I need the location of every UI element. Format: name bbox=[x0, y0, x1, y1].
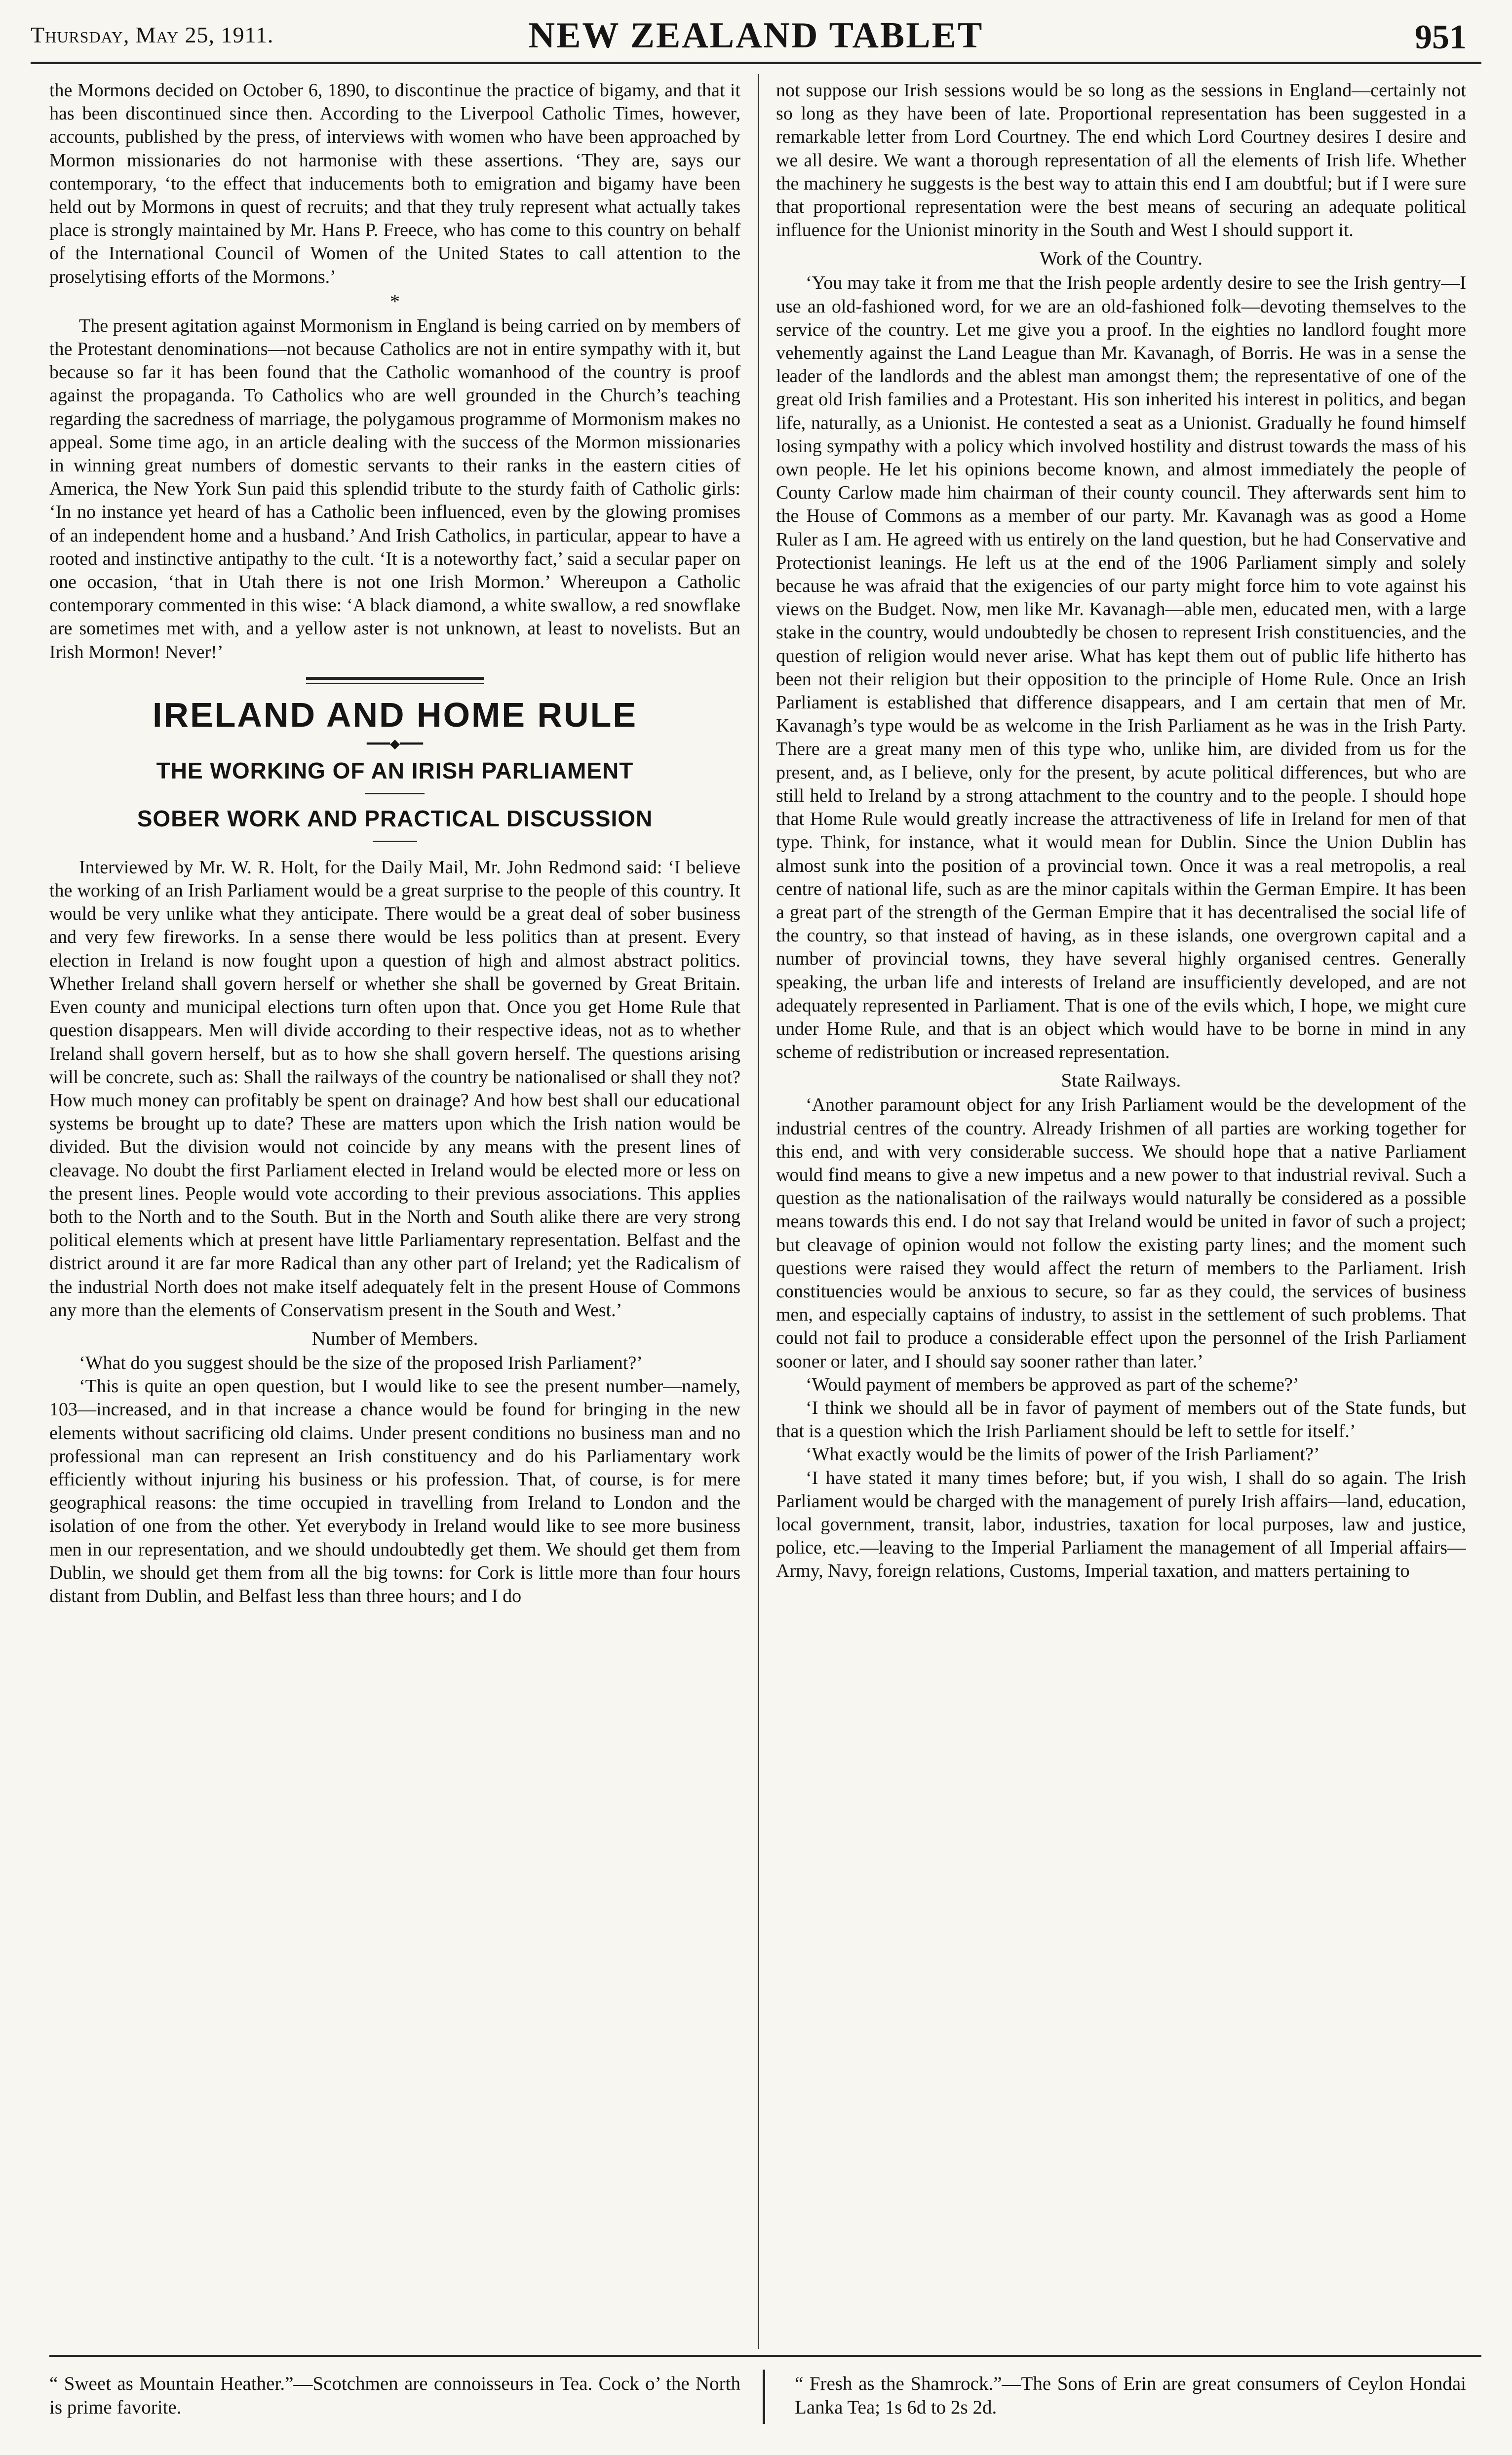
article-subheading-2: SOBER WORK AND PRACTICAL DISCUSSION bbox=[137, 805, 653, 831]
page-number: 951 bbox=[1415, 18, 1467, 56]
footer-advert-left: “ Sweet as Mountain Heather.”—Scotchmen are connoisseurs in Tea. Cock o’ the North is prime favorite. bbox=[49, 2373, 740, 2418]
column-divider bbox=[758, 74, 759, 2349]
article-divider bbox=[306, 677, 484, 684]
left-column bbox=[49, 79, 740, 2349]
mormon-paragraph-1: the Mormons decided on October 6, 1890, to discontinue the practice of bigamy, and that it has been discontinued since then. According to the Liverpool Catholic Times, however, accounts, published by the press, of interviews with women who have been approached by Mormon missionaries do not harmonise with these assertions. ‘They are, says our contemporary, ‘to the effect that inducements both to emigration and bigamy have been held out by Mormons in quest of recruits; and that they truly represent what actually takes place is strongly maintained by Mr. Hans P. Freece, who has come to this country on behalf of the International Council of Women of the United States to call attention to the proselytising efforts of the Mormons.’ bbox=[49, 80, 740, 287]
footer-divider bbox=[763, 2370, 765, 2424]
section-state-railways: State Railways. bbox=[1061, 1070, 1181, 1091]
question-parliament-size: ‘What do you suggest should be the size of the proposed Irish Parliament?’ bbox=[79, 1352, 643, 1373]
issue-date: Thursday, May 25, 1911. bbox=[31, 22, 274, 47]
question-payment: ‘Would payment of members be approved as part of the scheme?’ bbox=[806, 1374, 1299, 1395]
subhead-rule-small bbox=[373, 841, 417, 842]
answer-payment: ‘I think we should all be in favor of payment of members out of the State funds, but that is a question which the Irish Parliament should be left to settle for itself.’ bbox=[776, 1397, 1466, 1442]
redmond-interview-paragraph: Interviewed by Mr. W. R. Holt, for the Daily Mail, Mr. John Redmond said: ‘I believe the working of an Irish Parliament would be a great surprise to the people of this country. It would be very unlike what they anticipate. There would be a great deal of sober business and very few fireworks. In a sense there would be less politics than at present. Every election in Ireland is now fought upon a question of high and almost abstract politics. Whether Ireland shall govern herself or whether she shall be governed by Great Britain. Even county and municipal elections turn often upon that. Once you get Home Rule that question disappears. Men will divide according to their respective ideas, not as to whether Ireland shall govern herself, but as to how she shall govern herself. The questions arising will be concrete, such as: Shall the railways of the country be nationalised or shall they not? How much money can profitably be spent on drainage? And how best shall our educational systems be brought up to date? These are matters upon which the Irish nation would be divided. But the division would not coincide by any means with the present lines of cleavage. No doubt the first Parliament elected in Ireland would be elected more or less on the present lines. People would vote according to their previous associations. This applies both to the North and to the South. But in the North and South alike there are very strong political elements which at present have little Parliamentary representation. Belfast and the district around it are far more Radical than any other part of Ireland; yet the Radicalism of the industrial North does not make itself adequately felt in the present House of Commons any more than the elements of Conservatism present in the South and West.’ bbox=[49, 857, 740, 1321]
mormon-paragraph-2: The present agitation against Mormonism in England is being carried on by members of the Protestant denominations—not because Catholics are not in entire sympathy with it, but because so far it has been found that the Catholic womanhood of the country is proof against the propaganda. To Catholics who are well grounded in the Church’s teaching regarding the sacredness of marriage, the polygamous programme of Mormonism makes no appeal. Some time ago, in an article dealing with the success of the Mormon missionaries in winning great numbers of domestic servants to their ranks in the eastern cities of America, the New York Sun paid this splendid tribute to the sturdy faith of Catholic girls: ‘In no instance yet heard of has a Catholic been influenced, even by the glowing promises of an independent home and a husband.’ And Irish Catholics, in particular, appear to have a rooted and instinctive antipathy to the cult. ‘It is a noteworthy fact,’ said a secular paper on one occasion, ‘that in Utah there is not one Irish Mormon.’ Whereupon a Catholic contemporary commented in this wise: ‘A black diamond, a white swallow, a red snowflake are sometimes met with, and a yellow aster is not unknown, at least to novelists. But an Irish Mormon! Never!’ bbox=[49, 315, 740, 662]
answer-parliament-size: ‘This is quite an open question, but I would like to see the present number—namely, 103—increased, and in that increase a chance would be found for bringing in the new elements without sacrificing old claims. Under present conditions no business man and no professional man can represent an Irish constituency and do his Parliamentary work efficiently without injuring his business or his profession. That, of course, is for mere geographical reasons: the time occupied in travelling from Ireland to London and the isolation of one from the other. Yet everybody in Ireland would like to see more business men in our representation, and we should undoubtedly get them. We should get them from Dublin, we should get them from all the big towns: for Cork is little more than four hours distant from Dublin, and Belfast less than three hours; and I do bbox=[49, 1376, 740, 1606]
railways-paragraph: ‘Another paramount object for any Irish Parliament would be the development of the industrial centres of the country. Already Irishmen of all parties are working together for this end, and with very considerable success. We should hope that a native Parliament would find means to give a new impetus and a new power to that industrial revival. Such a question as the nationalisation of the railways would naturally be considered as a possible means towards this end. I do not say that Ireland would be united in favor of such a project; but cleavage of opinion would not follow the existing party lines; and the moment such questions were raised they would affect the return of members to the Parliament. Irish constituencies would be anxious to secure, so far as they could, the services of business men, and especially captains of industry, to assist in the settlement of such problems. That could not fail to produce a considerable effect upon the personnel of the Irish Parliament sooner or later, and I should say sooner rather than later.’ bbox=[776, 1094, 1466, 1372]
answer-limits: ‘I have stated it many times before; but, if you wish, I shall do so again. The Irish Parliament would be charged with the management of purely Irish affairs—land, education, local government, transit, labor, industries, taxation for local purposes, law and justice, police, etc.—leaving to the Imperial Parliament the management of all Imperial affairs—Army, Navy, foreign relations, Customs, Imperial taxation, and matters pertaining to bbox=[776, 1467, 1466, 1582]
newspaper-title: NEW ZEALAND TABLET bbox=[528, 15, 984, 56]
right-column bbox=[776, 79, 1466, 2349]
headline-ornament: ━━━◆━━━ bbox=[367, 736, 423, 751]
footer-rule bbox=[49, 2355, 1481, 2357]
question-limits: ‘What exactly would be the limits of power of the Irish Parliament?’ bbox=[806, 1444, 1320, 1465]
masthead-rule bbox=[31, 62, 1481, 64]
article-headline: IRELAND AND HOME RULE bbox=[152, 695, 638, 734]
article-subheading-1: THE WORKING OF AN IRISH PARLIAMENT bbox=[156, 757, 634, 783]
masthead bbox=[31, 15, 1481, 59]
continuation-paragraph: not suppose our Irish sessions would be so long as the sessions in England—certainly not so long as they have been of late. Proportional representation has been suggested in a remarkable letter from Lord Courtney. The end which Lord Courtney desires I desire and we all desire. We want a thorough representation of all the elements of Irish life. Whether the machinery he suggests is the best way to attain this end I am doubtful; but if I were sure that proportional representation were the best means of securing an adequate political influence for the Unionist minority in the South and West I should support it. bbox=[776, 80, 1466, 241]
section-star: * bbox=[390, 290, 400, 312]
section-number-of-members: Number of Members. bbox=[311, 1327, 478, 1349]
kavanagh-paragraph: ‘You may take it from me that the Irish people ardently desire to see the Irish gentry—I use an old-fashioned word, for we are an old-fashioned folk—devoting themselves to the service of the country. Let me give you a proof. In the eighties no landlord fought more vehemently against the Land League than Mr. Kavanagh, of Borris. He was in a sense the leader of the landlords and the ablest man amongst them; the representative of one of the great old Irish families and a Protestant. His son inherited his interest in politics, and began life, naturally, as a Unionist. He contested a seat as a Unionist. Gradually he found himself losing sympathy with a policy which involved hostility and distrust towards the mass of his own people. He let his opinions become known, and almost immediately the people of County Carlow made him chairman of their county council. They afterwards sent him to the House of Commons as a member of our party. Mr. Kavanagh was as good a Home Ruler as I am. He agreed with us entirely on the land question, but he had Conservative and Protectionist leanings. He left us at the end of the 1906 Parliament simply and solely because he was afraid that the exigencies of our party might force him to vote against his views on the Budget. Now, men like Mr. Kavanagh—able men, educated men, with a large stake in the country, would undoubtedly be chosen to represent Irish constituencies, and the question of religion would never arise. What has kept them out of public life hitherto has been not their religion but their opposition to the principle of Home Rule. Once an Irish Parliament is established that difference disappears, and I am certain that men of Mr. Kavanagh’s type would be as welcome in the Irish Parliament as he was in the Irish Party. There are a great many men of this type who, unlike him, are divided from us for the present, and, as I believe, only for the present, by acute political differences, but who are still held to Ireland by a strong attachment to the country and to the people. I should hope that Home Rule would greatly increase the attractiveness of life in Ireland for men of that type. Think, for instance, what it would mean for Dublin. Since the Union Dublin has almost sunk into the position of a provincial town. Once it was a real metropolis, a real centre of national life, such as are the minor capitals within the German Empire. It has been a great part of the strength of the German Empire that it has decentralised the social life of the country, so that instead of having, as in these islands, one overgrown capital and a number of provincial towns, they have several highly organised centres. Generally speaking, the urban life and interests of Ireland are insufficiently developed, and are not adequately represented in Parliament. That is one of the evils which, I hope, we might cure under Home Rule, and that is an object which would have to be borne in mind in any scheme of redistribution or increased representation. bbox=[776, 273, 1466, 1063]
subhead-rule bbox=[365, 793, 425, 794]
section-work-of-the-country: Work of the Country. bbox=[1039, 248, 1203, 270]
footer-advert-right: “ Fresh as the Shamrock.”—The Sons of Erin are great consumers of Ceylon Hondai Lanka Tea; 1s 6d to 2s 2d. bbox=[795, 2373, 1466, 2418]
